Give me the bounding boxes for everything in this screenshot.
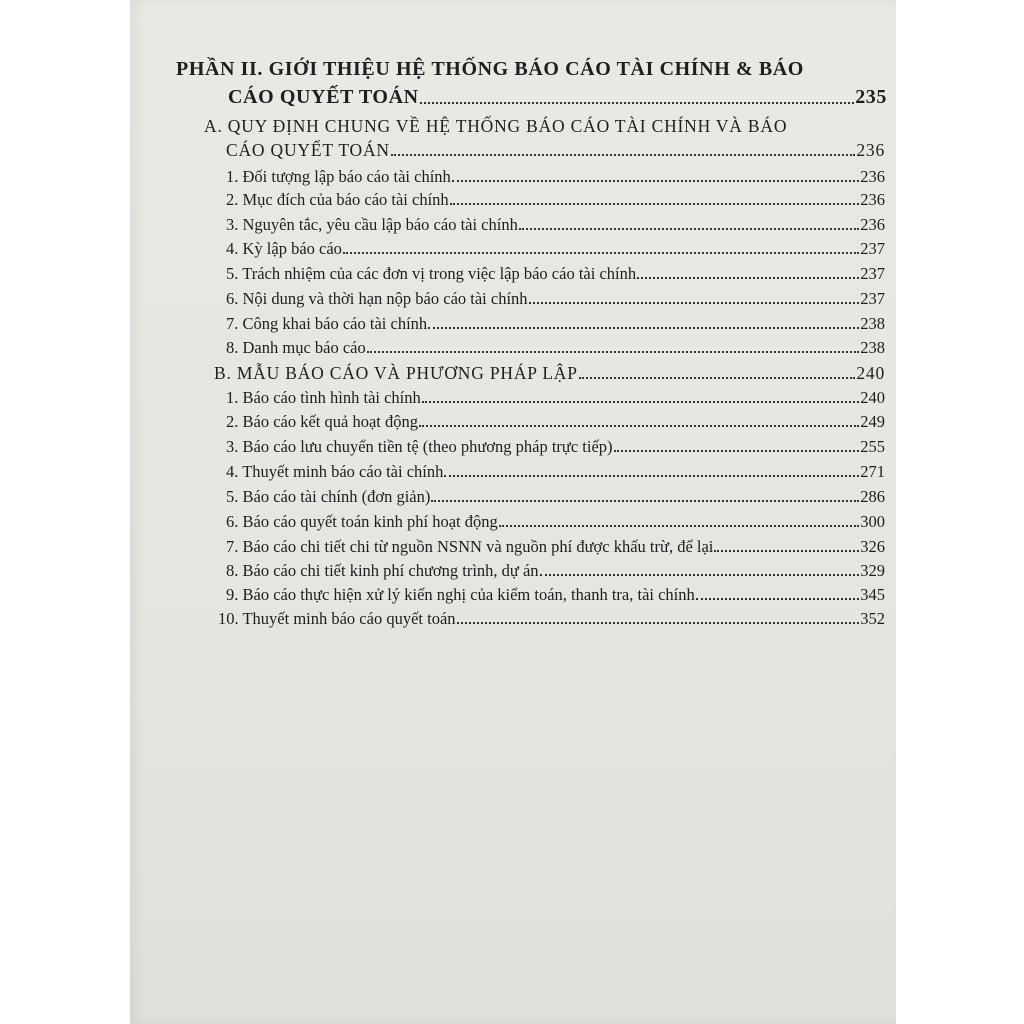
leader-dots (452, 179, 859, 182)
table-of-contents (130, 0, 896, 1024)
toc-item (226, 215, 885, 235)
toc-item-page: 237 (860, 289, 885, 308)
leader-dots (637, 276, 859, 279)
toc-item-page: 238 (860, 338, 885, 357)
toc-item (226, 512, 885, 532)
toc-item-label: 5. Trách nhiệm của các đơn vị trong việc lập báo cáo tài chính (226, 264, 637, 283)
toc-item (226, 585, 885, 605)
toc-item (226, 487, 885, 507)
toc-item-page: 237 (860, 264, 885, 283)
leader-dots (367, 350, 860, 353)
toc-item-page: 300 (860, 512, 885, 531)
leader-dots (419, 424, 859, 427)
leader-dots (614, 449, 860, 452)
leader-dots (428, 326, 859, 329)
leader-dots (444, 474, 859, 477)
toc-item-label: 3. Báo cáo lưu chuyển tiền tệ (theo phương pháp trực tiếp) (226, 437, 613, 456)
toc-item-page: 255 (860, 437, 885, 456)
leader-dots (696, 597, 859, 600)
leader-dots (529, 301, 860, 304)
section-b-title-entry (214, 363, 885, 384)
leader-dots (420, 101, 855, 104)
toc-item-label: 9. Báo cáo thực hiện xử lý kiến nghị của kiểm toán, thanh tra, tài chính (226, 585, 695, 604)
leader-dots (431, 499, 859, 502)
toc-item-label: 4. Kỳ lập báo cáo (226, 239, 342, 258)
toc-item (226, 388, 885, 408)
toc-item-page: 236 (860, 190, 885, 209)
toc-item-page: 238 (860, 314, 885, 333)
toc-item (226, 239, 885, 259)
toc-item-label: 7. Công khai báo cáo tài chính (226, 314, 428, 333)
toc-item (226, 289, 885, 309)
toc-item-label: 3. Nguyên tắc, yêu cầu lập báo cáo tài chính (226, 215, 518, 234)
toc-item (226, 190, 885, 210)
toc-item (226, 338, 885, 358)
toc-item-page: 236 (860, 215, 885, 234)
toc-item-label: 4. Thuyết minh báo cáo tài chính (226, 462, 444, 481)
leader-dots (540, 573, 860, 576)
section-a-page-number: 236 (856, 140, 885, 160)
toc-item (226, 167, 885, 187)
toc-item (226, 561, 885, 581)
part-title-line2: CÁO QUYẾT TOÁN (228, 86, 419, 108)
leader-dots (499, 524, 860, 527)
leader-dots (519, 227, 859, 230)
toc-item-label: 5. Báo cáo tài chính (đơn giản) (226, 487, 431, 506)
part-title-entry (228, 86, 887, 109)
toc-item (226, 412, 885, 432)
toc-item-page: 240 (860, 388, 885, 407)
toc-item-label: 7. Báo cáo chi tiết chi từ nguồn NSNN và nguồn phí được khấu trừ, để lại (226, 537, 714, 556)
toc-item-page: 326 (860, 537, 885, 556)
toc-item-page: 345 (860, 585, 885, 604)
toc-item (226, 264, 885, 284)
leader-dots (422, 400, 859, 403)
section-b-title: B. MẪU BÁO CÁO VÀ PHƯƠNG PHÁP LẬP (214, 363, 578, 383)
leader-dots (450, 202, 860, 205)
toc-item-label: 2. Mục đích của báo cáo tài chính (226, 190, 449, 209)
toc-item-label: 1. Báo cáo tình hình tài chính (226, 388, 421, 407)
toc-item-page: 236 (860, 167, 885, 186)
toc-item-label: 8. Báo cáo chi tiết kinh phí chương trình, dự án (226, 561, 539, 580)
toc-item-label: 6. Báo cáo quyết toán kinh phí hoạt động (226, 512, 498, 531)
book-page (130, 0, 896, 1024)
toc-item-label: 8. Danh mục báo cáo (226, 338, 366, 357)
toc-item (226, 537, 885, 557)
leader-dots (579, 376, 856, 379)
toc-item (226, 462, 885, 482)
section-a-title-line1: A. QUY ĐỊNH CHUNG VỀ HỆ THỐNG BÁO CÁO TÀI CHÍNH VÀ BÁO (204, 116, 788, 136)
toc-item (226, 437, 885, 457)
toc-item-label: 2. Báo cáo kết quả hoạt động (226, 412, 418, 431)
leader-dots (343, 251, 859, 254)
leader-dots (714, 549, 859, 552)
toc-item (218, 609, 885, 629)
section-a-title-entry (226, 140, 885, 161)
toc-item-page: 249 (860, 412, 885, 431)
toc-item (226, 314, 885, 334)
toc-item-label: 1. Đối tượng lập báo cáo tài chính (226, 167, 451, 186)
leader-dots (457, 621, 860, 624)
toc-item-page: 237 (860, 239, 885, 258)
toc-item-label: 10. Thuyết minh báo cáo quyết toán (218, 609, 456, 628)
toc-item-page: 329 (860, 561, 885, 580)
leader-dots (391, 153, 855, 156)
part-title-line1: PHẦN II. GIỚI THIỆU HỆ THỐNG BÁO CÁO TÀI CHÍNH & BÁO (176, 58, 804, 80)
section-b-page-number: 240 (856, 363, 885, 383)
toc-item-page: 286 (860, 487, 885, 506)
toc-item-page: 352 (860, 609, 885, 628)
section-a-title-line2: CÁO QUYẾT TOÁN (226, 140, 390, 160)
part-page-number: 235 (855, 86, 887, 108)
toc-item-page: 271 (860, 462, 885, 481)
toc-item-label: 6. Nội dung và thời hạn nộp báo cáo tài chính (226, 289, 528, 308)
